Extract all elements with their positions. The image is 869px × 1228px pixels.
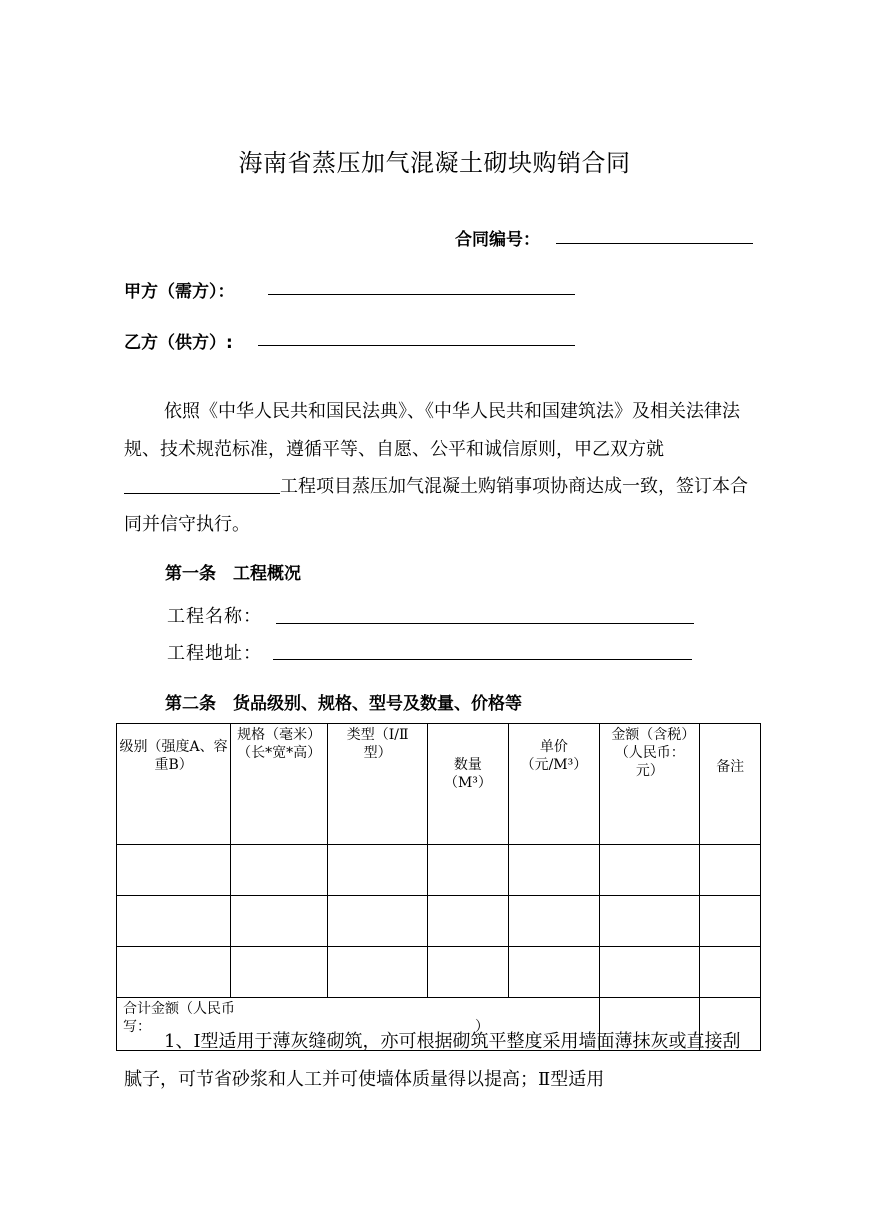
table-cell[interactable]	[328, 845, 428, 896]
party-b-label: 乙方（供方）:	[124, 333, 233, 353]
table-cell[interactable]	[700, 845, 761, 896]
table-cell[interactable]	[117, 845, 231, 896]
party-a-field[interactable]	[268, 294, 575, 295]
table-cell[interactable]	[508, 896, 600, 947]
party-b-field[interactable]	[258, 345, 575, 346]
note-1-paragraph: 1、Ⅰ型适用于薄灰缝砌筑，亦可根据砌筑平整度采用墙面薄抹灰或直接刮腻子，可节省砂浆和人工并可使墙体质量得以提高；Ⅱ型适用	[124, 1031, 741, 1090]
table-cell[interactable]	[117, 947, 231, 998]
intro-text-part1: 依照《中华人民共和国民法典》、《中华人民共和国建筑法》及相关法律法规、技术规范标准，遵循平等、自愿、公平和诚信原则，甲乙双方就	[124, 401, 740, 460]
total-amount-close-paren: ）	[475, 1019, 489, 1035]
table-cell[interactable]	[508, 845, 600, 896]
total-amount-label-line2: 写：	[123, 1019, 151, 1035]
table-cell[interactable]	[508, 947, 600, 998]
table-cell[interactable]	[231, 896, 328, 947]
goods-table	[116, 723, 761, 1051]
table-cell[interactable]	[600, 947, 700, 998]
intro-paragraph	[124, 393, 754, 543]
project-name-field[interactable]	[276, 623, 694, 624]
table-row	[117, 896, 761, 947]
table-cell[interactable]	[328, 896, 428, 947]
total-amount-label-line1: 合计金额（人民币	[123, 1001, 235, 1017]
table-cell[interactable]	[428, 896, 508, 947]
article-2-heading: 第二条 货品级别、规格、型号及数量、价格等	[165, 694, 522, 714]
table-cell[interactable]	[328, 947, 428, 998]
table-cell[interactable]	[700, 896, 761, 947]
header-spec: 规格（毫米）（长*宽*高）	[231, 724, 328, 845]
table-cell[interactable]	[600, 896, 700, 947]
project-address-field[interactable]	[273, 659, 692, 660]
table-cell[interactable]	[600, 845, 700, 896]
table-cell[interactable]	[428, 947, 508, 998]
table-cell[interactable]	[231, 947, 328, 998]
contract-number-label: 合同编号：	[455, 230, 540, 250]
table-cell[interactable]	[117, 896, 231, 947]
article-1-heading: 第一条 工程概况	[165, 564, 301, 584]
party-a-label: 甲方（需方）：	[124, 282, 235, 302]
project-address-label: 工程地址：	[167, 643, 262, 664]
table-row	[117, 947, 761, 998]
table-cell[interactable]	[700, 947, 761, 998]
contract-number-field[interactable]	[556, 243, 753, 244]
header-amount: 金额（含税）（人民币：元）	[600, 724, 700, 845]
table-cell[interactable]	[231, 845, 328, 896]
project-name-label: 工程名称：	[167, 606, 262, 627]
header-quantity: 数量（M³）	[428, 724, 508, 845]
table-header-row	[117, 724, 761, 845]
header-unit-price: 单价（元/M³）	[508, 724, 600, 845]
header-grade: 级别（强度A、容重B）	[117, 724, 231, 845]
table-row	[117, 845, 761, 896]
document-title: 海南省蒸压加气混凝土砌块购销合同	[238, 149, 631, 177]
intro-text-part2: 工程项目蒸压加气混凝土购销事项协商达成一致，签订本合同并信守执行。	[124, 476, 748, 535]
header-remarks: 备注	[700, 724, 761, 845]
project-blank-field[interactable]	[124, 475, 280, 494]
header-type: 类型（Ⅰ/Ⅱ型）	[328, 724, 428, 845]
table-cell[interactable]	[428, 845, 508, 896]
